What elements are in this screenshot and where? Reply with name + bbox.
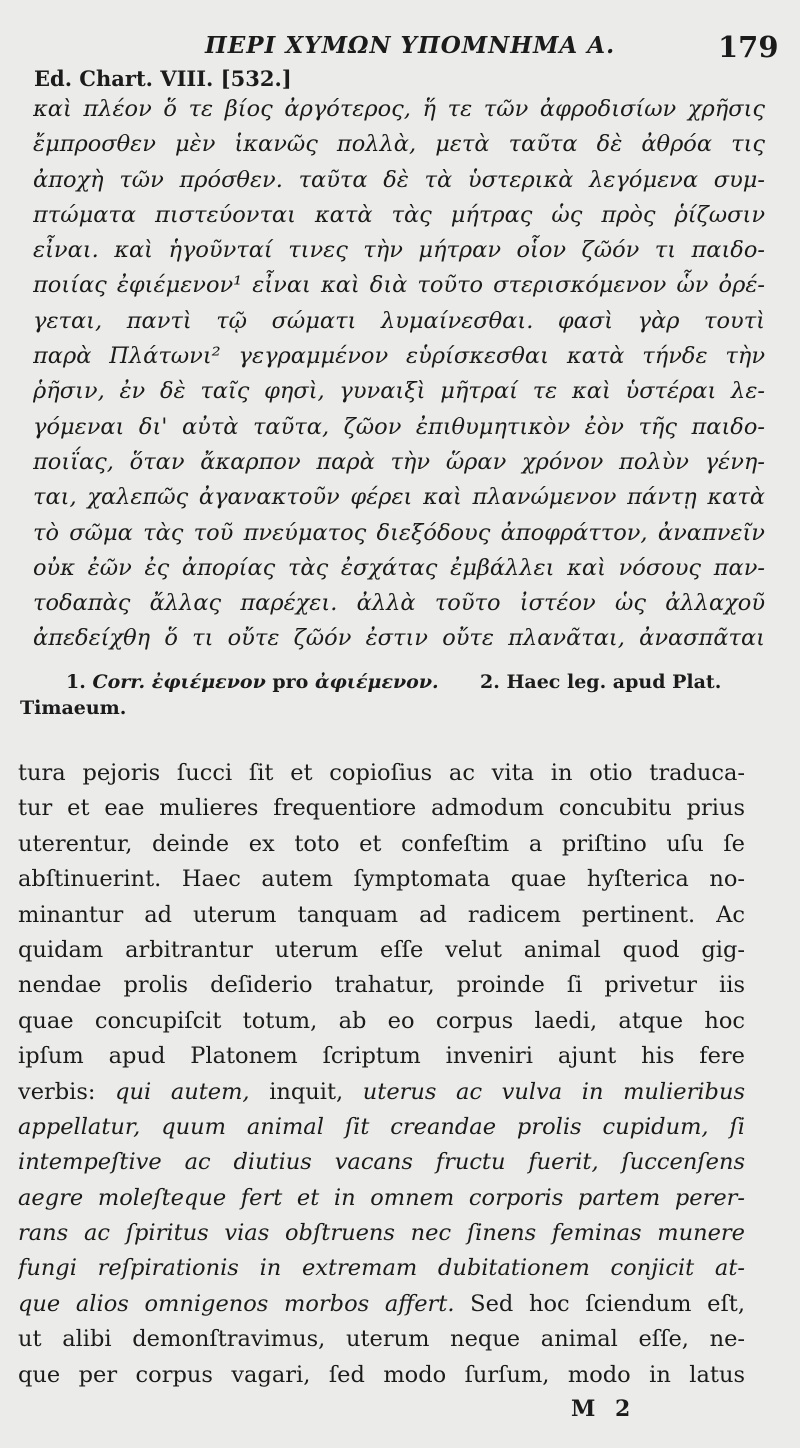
latin-line: nendae prolis deſiderio trahatur, proinde ſi privetur iis <box>18 972 745 999</box>
footnote-1-number: 1. <box>66 671 86 693</box>
greek-line: παρὰ Πλάτωνι² γεγραμμένον εὑρίσκεσθαι κατὰ τήνδε τὴν <box>33 343 765 370</box>
latin-line: abſtinuerint. Haec autem ſymptomata quae hyſterica no- <box>18 866 745 893</box>
footnote-1 <box>66 670 439 695</box>
latin-line: minantur ad uterum tanquam ad radicem pertinent. Ac <box>18 901 745 928</box>
greek-line: ἔμπροσθεν μὲν ἱκανῶς πολλὰ, μετὰ ταῦτα δὲ ἀθρόα τις <box>33 131 765 158</box>
greek-line: ποιίας ἐφιέμενον¹ εἶναι καὶ διὰ τοῦτο στερισκόμενον ὧν ὀρέ- <box>33 272 765 299</box>
greek-line: τοδαπὰς ἄλλας παρέχει. ἀλλὰ τοῦτο ἰστέον ὡς ἀλλαχοῦ <box>33 590 765 617</box>
latin-line: tura pejoris ſucci ſit et copioſius ac vita in otio traduca- <box>18 760 745 786</box>
latin-quote-line: fungi reſpirationis in extremam dubitationem conjicit at- <box>18 1255 745 1282</box>
page-number: 179 <box>718 30 779 64</box>
footnote-2-continuation: Timaeum. <box>20 697 127 719</box>
latin-quote-segment: que alios omnigenos morbos affert. <box>18 1290 455 1317</box>
footnote-1-pro: pro <box>272 671 309 693</box>
latin-line: quidam arbitrantur uterum eſſe velut animal quod gig- <box>18 936 745 963</box>
latin-line: quae concupiſcit totum, ab eo corpus laedi, atque hoc <box>18 1007 745 1034</box>
latin-segment: Sed hoc ſciendum eſt, <box>470 1290 745 1317</box>
signature-mark: M 2 <box>571 1396 637 1422</box>
latin-text-block <box>18 756 745 1393</box>
footnote-1-corr: Corr. <box>92 671 146 693</box>
latin-line: ipſum apud Platonem ſcriptum inveniri ajunt his fere <box>18 1043 745 1070</box>
latin-line <box>18 1075 745 1110</box>
greek-line: ται, χαλεπῶς ἀγανακτοῦν φέρει καὶ πλανώμενον πάντῃ κατὰ <box>33 484 765 511</box>
edition-reference: Ed. Chart. VIII. [532.] <box>34 66 292 91</box>
latin-segment: inquit, <box>269 1078 344 1105</box>
greek-line: ῥῆσιν, ἐν δὲ ταῖς φησὶ, γυναιξὶ μῆτραί τε καὶ ὑστέραι λε- <box>33 378 765 405</box>
footnote-1-original: ἀφιέμενον. <box>314 671 439 693</box>
greek-line: γεται, παντὶ τῷ σώματι λυμαίνεσθαι. φασὶ γὰρ τουτὶ <box>33 307 765 334</box>
footnote-2: 2. Haec leg. apud Plat. <box>480 671 722 693</box>
greek-line: ἀποχὴ τῶν πρόσθεν. ταῦτα δὲ τὰ ὑστερικὰ λεγόμενα συμ- <box>33 166 765 193</box>
running-head <box>0 30 800 70</box>
latin-line: ut alibi demonſtravimus, uterum neque animal eſſe, ne- <box>18 1326 745 1353</box>
latin-quote-line: rans ac ſpiritus vias obſtruens nec ſinens feminas munere <box>18 1220 745 1247</box>
latin-quote-line: intempeſtive ac diutius vacans fructu fuerit, ſuccenſens <box>18 1149 745 1176</box>
greek-line: καὶ πλέον ὅ τε βίος ἀργότερος, ἥ τε τῶν ἀφροδισίων χρῆσις <box>33 96 765 122</box>
greek-line: ποιΐας, ὅταν ἄκαρπον παρὰ τὴν ὥραν χρόνον πολὺν γένη- <box>33 448 765 475</box>
latin-quote-line: appellatur, quum animal ſit creandae prolis cupidum, ſi <box>18 1113 745 1140</box>
greek-line: γόμεναι δι' αὐτὰ ταῦτα, ζῶον ἐπιθυμητικὸν ἐὸν τῆς παιδο- <box>33 413 765 440</box>
footnote-row <box>20 670 765 695</box>
footnote-1-reading: ἐφιέμενον <box>151 671 266 693</box>
greek-line: πτώματα πιστεύονται κατὰ τὰς μήτρας ὡς πρὸς ῥίζωσιν <box>33 201 765 228</box>
latin-line: que per corpus vagari, ſed modo ſurſum, modo in latus <box>18 1361 745 1388</box>
latin-line: uterentur, deinde ex toto et confeſtim a priſtino uſu ſe <box>18 830 745 857</box>
latin-quote-line: aegre moleſteque fert et in omnem corporis partem perer- <box>18 1184 745 1211</box>
running-title: ΠΕΡΙ ΧΥΜΩΝ ΥΠΟΜΝΗΜΑ Α. <box>205 32 616 59</box>
latin-segment: verbis: <box>18 1078 96 1105</box>
footnotes <box>20 670 765 719</box>
greek-line: τὸ σῶμα τὰς τοῦ πνεύματος διεξόδους ἀποφράττον, ἀναπνεῖν <box>33 519 765 546</box>
latin-quote-segment: uterus ac vulva in mulieribus <box>362 1078 745 1105</box>
latin-quote-segment: qui autem, <box>115 1078 250 1105</box>
greek-line: εἶναι. καὶ ἡγοῦνταί τινες τὴν μήτραν οἷον ζῶόν τι παιδο- <box>33 237 765 264</box>
latin-line <box>18 1287 745 1322</box>
greek-line: οὐκ ἐῶν ἐς ἀπορίας τὰς ἐσχάτας ἐμβάλλει καὶ νόσους παν- <box>33 554 765 581</box>
greek-text-block <box>33 92 765 657</box>
latin-line: tur et eae mulieres frequentiore admodum concubitu prius <box>18 795 745 822</box>
greek-line: ἀπεδείχθη ὅ τι οὔτε ζῶόν ἐστιν οὔτε πλανᾶται, ἀνασπᾶται <box>33 625 765 652</box>
